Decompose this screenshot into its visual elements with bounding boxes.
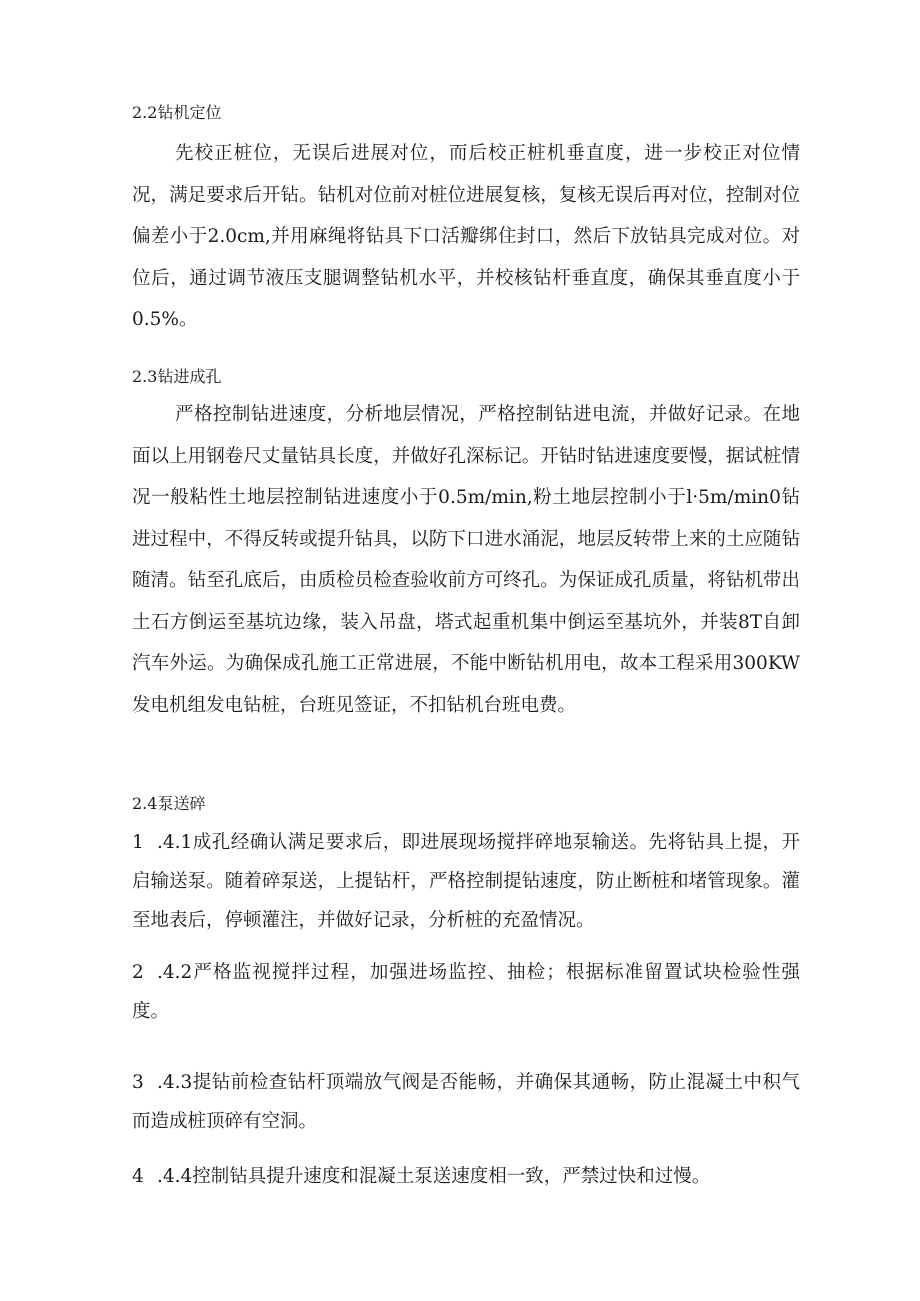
list-item-text: .4.4控制钻具提升速度和混凝土泵送速度相一致，严禁过快和过慢。 bbox=[157, 1166, 711, 1187]
list-item-number: 1 bbox=[132, 832, 144, 853]
list-item-text: .4.2严格监视搅拌过程，加强进场监控、抽检；根据标准留置试块检验性强度。 bbox=[132, 962, 800, 1022]
section-heading-2-3: 2.3钻进成孔 bbox=[132, 367, 222, 386]
list-item-1 bbox=[132, 823, 800, 940]
list-item-text: .4.3提钻前检查钻杆顶端放气阀是否能畅，并确保其通畅，防止混凝土中积气而造成桩顶碎有空洞。 bbox=[132, 1072, 800, 1132]
list-item-number: 2 bbox=[132, 962, 144, 983]
section-paragraph-2-2: 先校正桩位，无误后进展对位，而后校正桩机垂直度，进一步校正对位情况，满足要求后开钻。钻机对位前对桩位进展复核，复核无误后再对位，控制对位偏差小于2.0cm,并用麻绳将钻具下口活瓣绑住封口，然后下放钻具完成对位。对位后，通过调节液压支腿调整钻机水平，并校核钻杆垂直度，确保其垂直度小于0.5%。 bbox=[132, 143, 800, 330]
list-item-number: 3 bbox=[132, 1072, 144, 1093]
list-item-text: .4.1成孔经确认满足要求后，即进展现场搅拌碎地泵输送。先将钻具上提，开启输送泵。随着碎泵送，上提钻杆，严格控制提钻速度，防止断桩和堵管现象。灌至地表后，停顿灌注，并做好记录，分析桩的充盈情况。 bbox=[132, 832, 800, 931]
section-paragraph-2-3: 严格控制钻进速度，分析地层情况，严格控制钻进电流，并做好记录。在地面以上用钢卷尺丈量钻具长度，并做好孔深标记。开钻时钻进速度要慢，据试桩情况一般粘性土地层控制钻进速度小于0.5m∕min,粉土地层控制小于l·5m∕min0钻进过程中，不得反转或提升钻具，以防下口进水涌泥，地层反转带上来的土应随钻随清。钻至孔底后，由质检员检查验收前方可终孔。为保证成孔质量，将钻机带出土石方倒运至基坑边缘，装入吊盘，塔式起重机集中倒运至基坑外，并装8T自卸汽车外运。为确保成孔施工正常进展，不能中断钻机用电，故本工程采用300KW发电机组发电钻桩，台班见签证，不扣钻机台班电费。 bbox=[132, 404, 800, 716]
list-item-4 bbox=[132, 1157, 800, 1196]
section-heading-2-2: 2.2钻机定位 bbox=[132, 103, 222, 122]
list-item-2 bbox=[132, 953, 800, 1031]
section-heading-2-4: 2.4泵送碎 bbox=[132, 794, 206, 813]
list-item-number: 4 bbox=[132, 1166, 144, 1187]
list-item-3 bbox=[132, 1063, 800, 1141]
